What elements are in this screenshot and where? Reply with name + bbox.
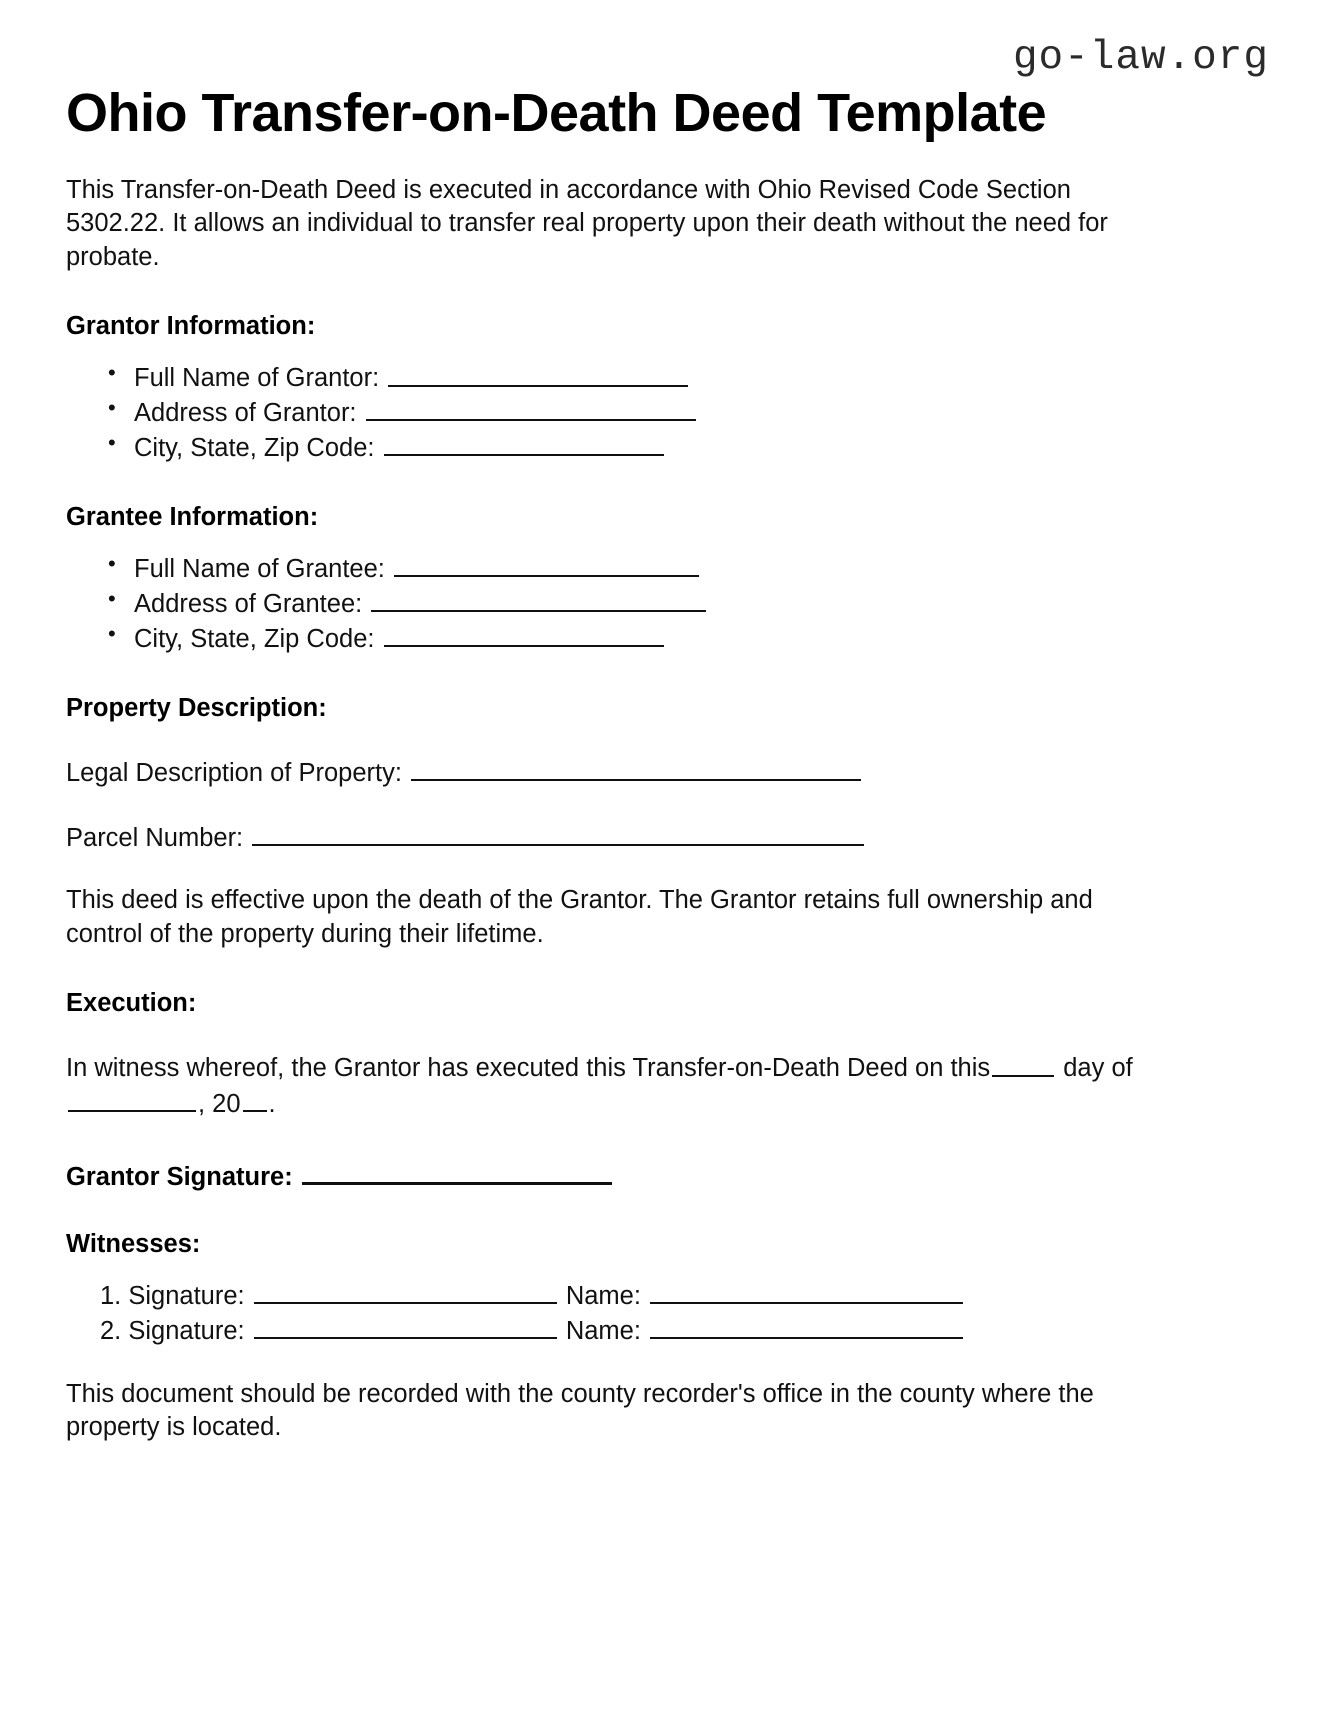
effective-paragraph: This deed is effective upon the death of the Grantor. The Grantor retains full ownership and control of the property during their lifetime. (66, 886, 1093, 948)
grantor-city-state-zip-blank[interactable] (384, 430, 664, 456)
list-item (104, 395, 1176, 430)
witness-1-name-label: Name: (565, 1282, 641, 1311)
property-section-heading: Property Description: (66, 693, 327, 722)
witness-clause-period: . (268, 1090, 276, 1119)
witness-clause-paragraph (66, 1050, 1176, 1121)
legal-description-label: Legal Description of Property: (66, 758, 402, 787)
witness-2-name-blank[interactable] (650, 1313, 963, 1339)
witness-1-number: 1. (100, 1282, 122, 1311)
grantee-address-label: Address of Grantee: (134, 590, 363, 619)
witnesses-section-heading: Witnesses: (66, 1229, 201, 1258)
grantor-section-heading: Grantor Information: (66, 312, 316, 341)
execution-month-blank[interactable] (68, 1086, 196, 1112)
grantee-full-name-blank[interactable] (394, 551, 699, 577)
grantor-address-label: Address of Grantor: (134, 399, 357, 428)
witness-1-signature-label: Signature: (128, 1282, 245, 1311)
execution-section-heading: Execution: (66, 989, 197, 1018)
parcel-number-blank[interactable] (252, 820, 864, 846)
grantor-signature-row (66, 1158, 1176, 1192)
witness-clause-day: day (1063, 1054, 1105, 1083)
document-body (66, 0, 1176, 1444)
witness-2-name-label: Name: (565, 1317, 641, 1345)
legal-description-blank[interactable] (411, 755, 861, 781)
grantee-section-heading: Grantee Information: (66, 502, 319, 531)
witness-clause-year-prefix: , 20 (198, 1090, 241, 1119)
page-title: Ohio Transfer-on-Death Deed Template (66, 83, 1047, 143)
execution-year-blank[interactable] (243, 1086, 267, 1112)
list-item (100, 1278, 1176, 1313)
list-item (104, 551, 1176, 586)
witness-clause-part1: In witness whereof, the Grantor has executed this Transfer-on-Death Deed on this (66, 1054, 991, 1083)
list-item (104, 430, 1176, 465)
grantee-city-state-zip-label: City, State, Zip Code: (134, 624, 375, 653)
witness-2-number: 2. (100, 1317, 122, 1345)
list-item (100, 1313, 1176, 1348)
witness-list (66, 1278, 1176, 1348)
list-item (104, 360, 1176, 395)
grantee-city-state-zip-blank[interactable] (384, 621, 664, 647)
grantor-signature-label: Grantor Signature: (66, 1162, 293, 1191)
list-item (104, 586, 1176, 621)
site-watermark: go-law.org (1012, 35, 1269, 81)
grantee-field-list (66, 551, 1176, 656)
witness-1-signature-blank[interactable] (254, 1278, 557, 1304)
execution-day-blank[interactable] (992, 1050, 1054, 1076)
recording-note-paragraph: This document should be recorded with the county recorder's office in the county where the property is located. (66, 1379, 1094, 1442)
intro-paragraph: This Transfer-on-Death Deed is executed in accordance with Ohio Revised Code Section 5302.22. It allows an individual to transfer real property upon their death without the need for probate. (66, 176, 1108, 271)
grantor-field-list (66, 360, 1176, 465)
grantor-full-name-label: Full Name of Grantor: (134, 364, 380, 393)
witness-1-name-blank[interactable] (650, 1278, 963, 1304)
grantor-signature-blank[interactable] (302, 1158, 612, 1185)
grantee-full-name-label: Full Name of Grantee: (134, 555, 385, 584)
witness-2-signature-blank[interactable] (254, 1313, 557, 1339)
legal-description-row (66, 755, 1176, 790)
parcel-number-row (66, 820, 1176, 855)
grantor-address-blank[interactable] (366, 395, 696, 421)
grantee-address-blank[interactable] (371, 586, 706, 612)
parcel-number-label: Parcel Number: (66, 823, 244, 852)
witness-clause-of: of (1111, 1054, 1133, 1083)
list-item (104, 621, 1176, 656)
grantor-full-name-blank[interactable] (388, 360, 688, 386)
witness-2-signature-label: Signature: (128, 1317, 245, 1345)
grantor-city-state-zip-label: City, State, Zip Code: (134, 434, 375, 463)
